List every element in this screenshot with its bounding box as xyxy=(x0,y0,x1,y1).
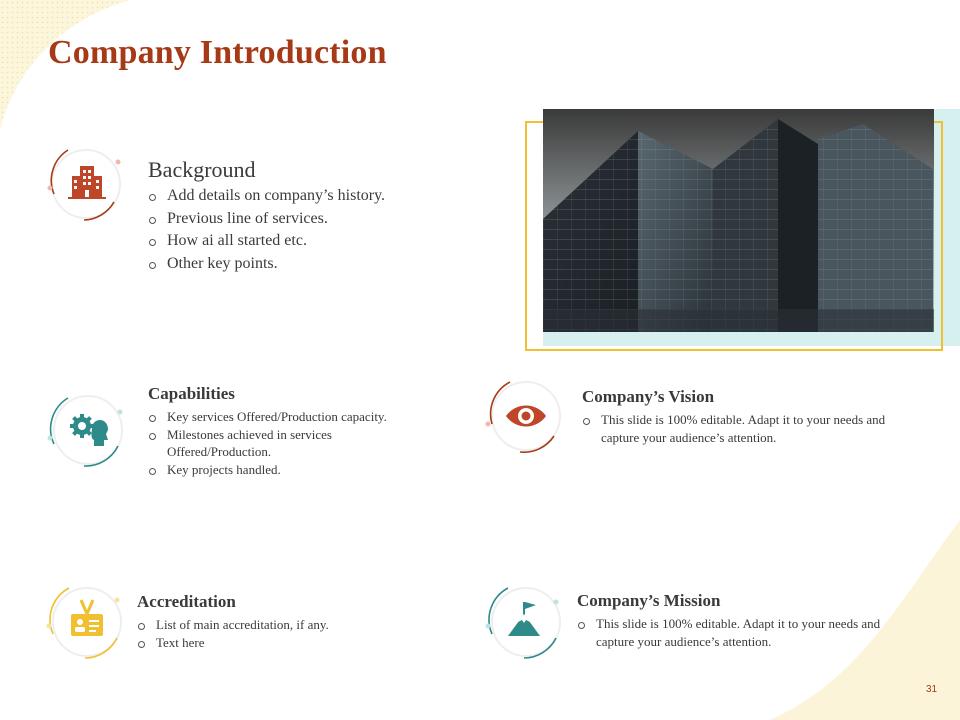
vision-section xyxy=(582,387,922,446)
eye-icon xyxy=(484,374,568,458)
background-heading: Background xyxy=(148,157,256,182)
list-item: List of main accreditation, if any. xyxy=(137,616,417,634)
accreditation-section xyxy=(137,592,417,651)
office-building-icon xyxy=(44,142,128,226)
accreditation-list xyxy=(137,616,417,651)
list-item: Previous line of services. xyxy=(148,208,448,231)
list-item: Milestones achieved in services Offered/Production. xyxy=(148,426,428,461)
list-item: This slide is 100% editable. Adapt it to your needs and capture your audience’s attention. xyxy=(577,615,917,650)
list-item: How ai all started etc. xyxy=(148,230,448,253)
background-section xyxy=(148,157,448,275)
vision-list xyxy=(582,411,922,446)
list-item: Add details on company’s history. xyxy=(148,185,448,208)
capabilities-section xyxy=(148,384,428,478)
list-item: Other key points. xyxy=(148,253,448,276)
vision-heading: Company’s Vision xyxy=(582,387,715,406)
mission-heading: Company’s Mission xyxy=(577,591,721,610)
gear-head-icon xyxy=(46,388,130,472)
capabilities-heading: Capabilities xyxy=(148,384,235,403)
page-title: Company Introduction xyxy=(48,34,387,71)
mission-section xyxy=(577,591,917,650)
list-item: Key projects handled. xyxy=(148,461,428,479)
building-photo xyxy=(543,109,934,332)
id-badge-icon xyxy=(45,580,129,664)
accreditation-heading: Accreditation xyxy=(137,592,236,611)
list-item: Text here xyxy=(137,634,417,652)
capabilities-list xyxy=(148,408,428,478)
list-item: Key services Offered/Production capacity. xyxy=(148,408,428,426)
mission-list xyxy=(577,615,917,650)
mountain-flag-icon xyxy=(484,580,568,664)
page-number: 31 xyxy=(926,684,938,695)
list-item: This slide is 100% editable. Adapt it to your needs and capture your audience’s attention. xyxy=(582,411,922,446)
background-list xyxy=(148,185,448,275)
